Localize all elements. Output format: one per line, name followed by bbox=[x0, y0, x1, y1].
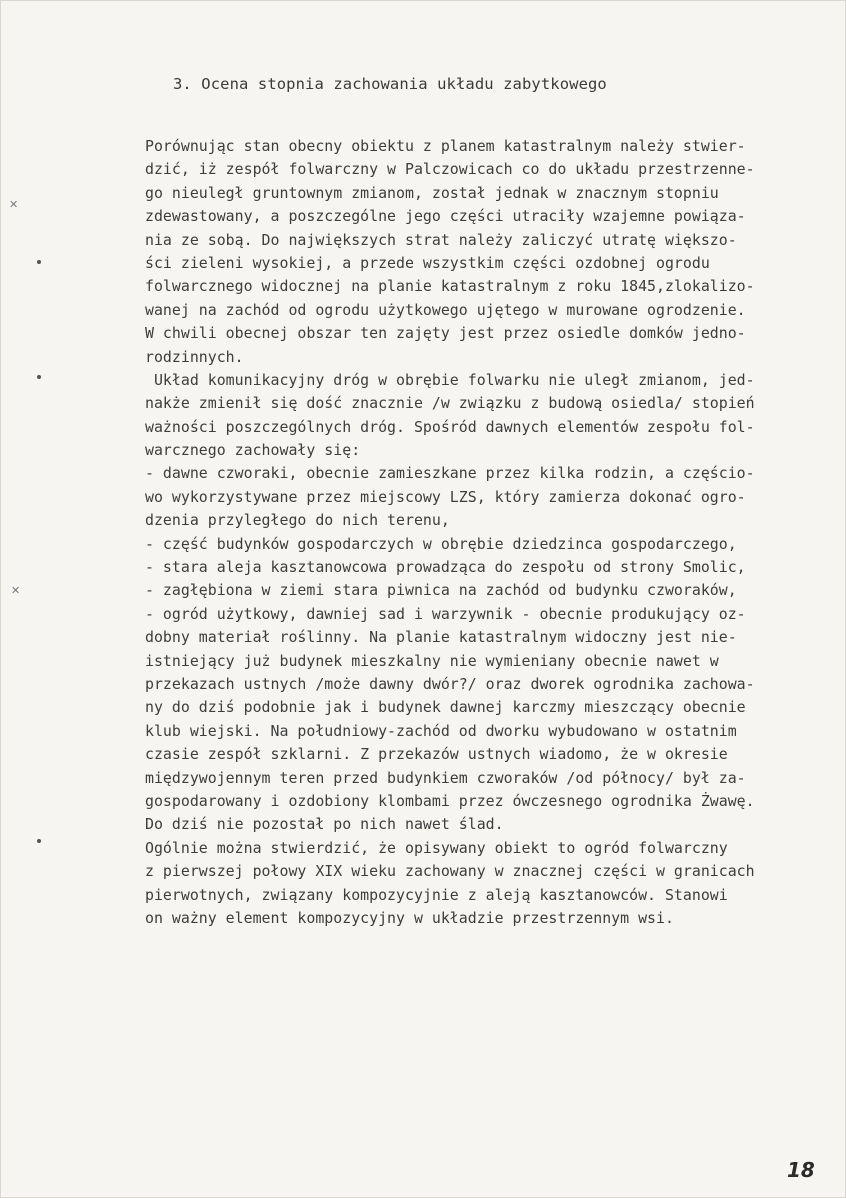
text-line: - zagłębiona w ziemi stara piwnica na zachód od budynku czworaków, bbox=[145, 581, 737, 600]
text-line: - stara aleja kasztanowcowa prowadząca do zespołu od strony Smolic, bbox=[145, 558, 746, 577]
text-line: przekazach ustnych /może dawny dwór?/ oraz dworek ogrodnika zachowa- bbox=[145, 674, 755, 693]
text-line: rodzinnych. bbox=[145, 347, 244, 366]
text-line: Porównując stan obecny obiektu z planem katastralnym należy stwier- bbox=[145, 137, 746, 155]
text-line: W chwili obecnej obszar ten zajęty jest przez osiedle domków jedno- bbox=[145, 324, 746, 343]
text-line: nakże zmienił się dość znacznie /w związku z budową osiedla/ stopień bbox=[145, 394, 755, 413]
margin-mark: ✕ bbox=[11, 584, 21, 597]
text-line: wo wykorzystywane przez miejscowy LZS, który zamierza dokonać ogro- bbox=[145, 487, 746, 506]
text-line: warcznego zachowały się: bbox=[145, 441, 361, 460]
text-line: dzić, iż zespół folwarczny w Palczowicach co do układu przestrzenne- bbox=[145, 160, 755, 179]
text-line: - dawne czworaki, obecnie zamieszkane przez kilka rodzin, a częścio- bbox=[145, 464, 755, 483]
text-line: klub wiejski. Na południowy-zachód od dworku wybudowano w ostatnim bbox=[145, 721, 737, 740]
text-line: dobny materiał roślinny. Na planie katastralnym widoczny jest nie- bbox=[145, 628, 737, 647]
text-line: nia ze sobą. Do największych strat należy zaliczyć utratę większo- bbox=[145, 230, 737, 249]
margin-dot bbox=[37, 375, 41, 379]
margin-mark: ✕ bbox=[9, 198, 19, 211]
text-line: istniejący już budynek mieszkalny nie wymieniany obecnie nawet w bbox=[145, 651, 719, 670]
text-line: go nieuległ gruntownym zmianom, został jednak w znacznym stopniu bbox=[145, 183, 719, 202]
text-line: wanej na zachód od ogrodu użytkowego ujętego w murowane ogrodzenie. bbox=[145, 300, 746, 319]
text-line: ważności poszczególnych dróg. Spośród dawnych elementów zespołu fol- bbox=[145, 417, 755, 436]
text-line: Ogólnie można stwierdzić, że opisywany obiekt to ogród folwarczny bbox=[145, 838, 728, 857]
text-line: - ogród użytkowy, dawniej sad i warzywnik - obecnie produkujący oz- bbox=[145, 604, 746, 623]
text-line: międzywojennym teren przed budynkiem czworaków /od północy/ był za- bbox=[145, 768, 746, 787]
text-line: z pierwszej połowy XIX wieku zachowany w znacznej części w granicach bbox=[145, 862, 755, 881]
text-line: - część budynków gospodarczych w obrębie dziedzinca gospodarczego, bbox=[145, 534, 737, 553]
text-line: gospodarowany i ozdobiony klombami przez ówczesnego ogrodnika Żwawę. bbox=[145, 791, 755, 810]
text-line: on ważny element kompozycyjny w układzie przestrzennym wsi. bbox=[145, 908, 674, 927]
text-line: pierwotnych, związany kompozycyjnie z aleją kasztanowców. Stanowi bbox=[145, 885, 728, 904]
section-heading: 3. Ocena stopnia zachowania układu zabytkowego bbox=[173, 75, 607, 93]
text-line: ny do dziś podobnie jak i budynek dawnej karczmy mieszczący obecnie bbox=[145, 698, 746, 717]
page-number: 18 bbox=[787, 1158, 815, 1182]
text-line: dzenia przyległego do nich terenu, bbox=[145, 511, 450, 530]
text-line: folwarcznego widocznej na planie katastralnym z roku 1845,zlokalizo- bbox=[145, 277, 755, 296]
text-line: czasie zespół szklarni. Z przekazów ustnych wiadomo, że w okresie bbox=[145, 745, 728, 764]
body-text bbox=[145, 135, 845, 930]
text-line: Układ komunikacyjny dróg w obrębie folwarku nie uległ zmianom, jed- bbox=[145, 370, 755, 389]
margin-dot bbox=[37, 839, 41, 843]
text-line: Do dziś nie pozostał po nich nawet ślad. bbox=[145, 815, 504, 834]
text-line: ści zieleni wysokiej, a przede wszystkim części ozdobnej ogrodu bbox=[145, 253, 710, 272]
text-line: zdewastowany, a poszczególne jego części utraciły wzajemne powiąza- bbox=[145, 207, 746, 226]
margin-dot bbox=[37, 260, 41, 264]
